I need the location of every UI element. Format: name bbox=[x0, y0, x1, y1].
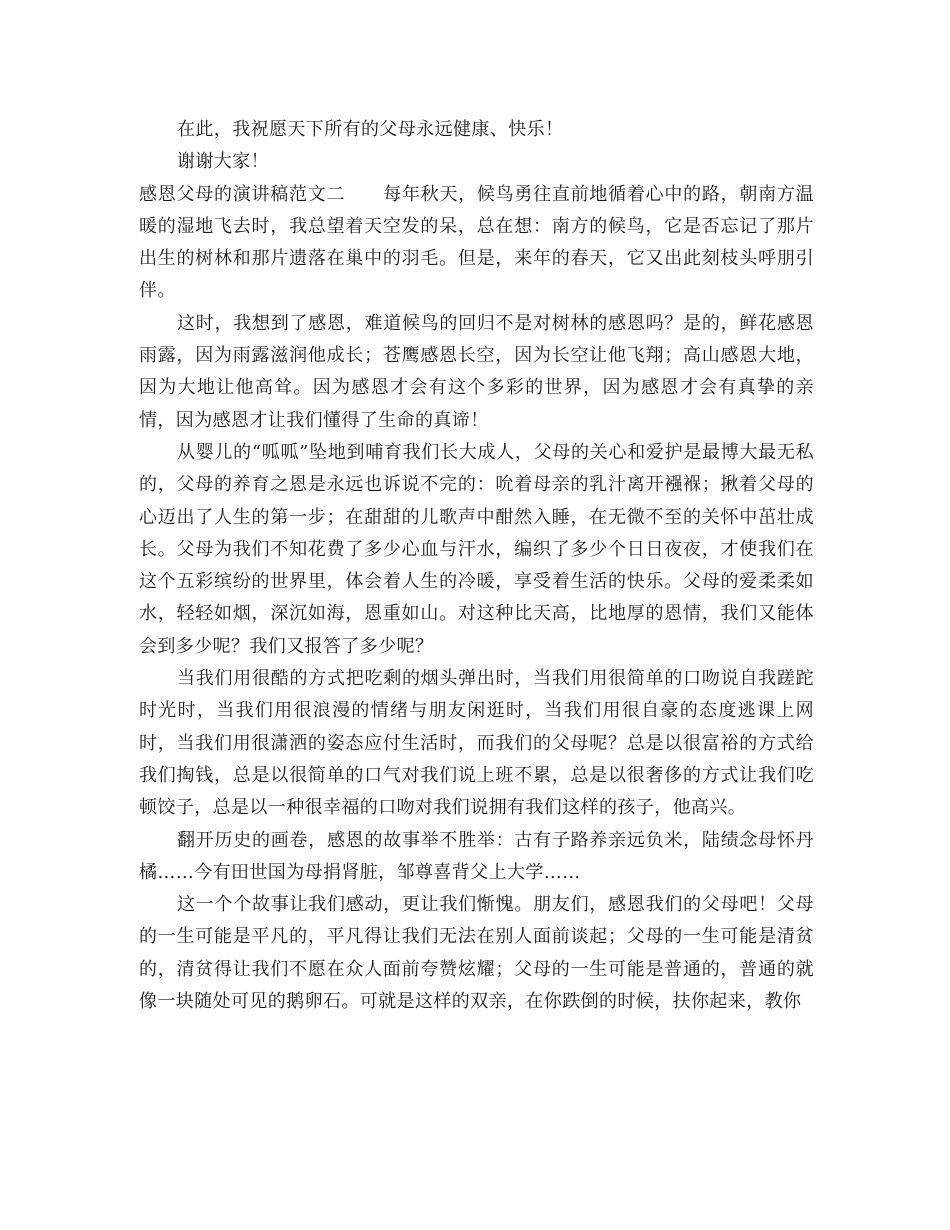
history-paragraph: 翻开历史的画卷，感恩的故事举不胜举：古有子路养亲远负米，陆绩念母怀丹橘……今有田世国为母捐肾脏，邹尊喜背父上大学…… bbox=[139, 829, 814, 883]
contrast-paragraph: 当我们用很酷的方式把吃剩的烟头弹出时，当我们用很简单的口吻说自我蹉跎时光时，当我们用很浪漫的情绪与朋友闲逛时，当我们用很自豪的态度逃课上网时，当我们用很潇洒的姿态应付生活时，而我们的父母呢？总是以很富裕的方式给我们掏钱，总是以很简单的口气对我们说上班不累，总是以很奢侈的方式让我们吃顿饺子，总是以一种很幸福的口吻对我们说拥有我们这样的孩子，他高兴。 bbox=[139, 668, 814, 819]
migratory-bird-text: 每年秋天，候鸟勇往直前地循着心中的路，朝南方温暖的湿地飞去时，我总望着天空发的呆，总在想：南方的候鸟，它是否忘记了那片出生的树林和那片遗落在巢中的羽毛。但是，来年的春天，它又出此刻枝头呼朋引伴。 bbox=[139, 183, 814, 302]
gratitude-paragraph: 这时，我想到了感恩，难道候鸟的回归不是对树林的感恩吗？是的，鲜花感恩雨露，因为雨露滋润他成长；苍鹰感恩长空，因为长空让他飞翔；高山感恩大地，因为大地让他高耸。因为感恩才会有这个多彩的世界，因为感恩才会有真挚的亲情，因为感恩才让我们懂得了生命的真谛！ bbox=[139, 312, 814, 431]
parents-love-paragraph: 从婴儿的“呱呱”坠地到哺育我们长大成人，父母的关心和爱护是最博大最无私的，父母的养育之恩是永远也诉说不完的：吮着母亲的乳汁离开襁褓；揪着父母的心迈出了人生的第一步；在甜甜的儿歌声中酣然入睡，在无微不至的关怀中茁壮成长。父母为我们不知花费了多少心血与汗水，编织了多少个日日夜夜，才使我们在这个五彩缤纷的世界里，体会着人生的冷暖，享受着生活的快乐。父母的爱柔柔如水，轻轻如烟，深沉如海，恩重如山。对这种比天高，比地厚的恩情，我们又能体会到多少呢？我们又报答了多少呢？ bbox=[139, 441, 814, 657]
document-body bbox=[139, 114, 814, 1018]
stories-paragraph: 这一个个故事让我们感动，更让我们惭愧。朋友们，感恩我们的父母吧！父母的一生可能是平凡的，平凡得让我们无法在别人面前谈起；父母的一生可能是清贫的，清贫得让我们不愿在众人面前夸赞炫耀；父母的一生可能是普通的，普通的就像一块随处可见的鹅卵石。可就是这样的双亲，在你跌倒的时候，扶你起来，教你 bbox=[139, 894, 814, 1013]
section-title: 感恩父母的演讲稿范文二 bbox=[139, 183, 346, 205]
closing-wish-paragraph: 在此，我祝愿天下所有的父母永远健康、快乐！ bbox=[177, 119, 564, 140]
section-start-paragraph bbox=[139, 179, 814, 308]
thanks-paragraph: 谢谢大家！ bbox=[177, 151, 269, 173]
